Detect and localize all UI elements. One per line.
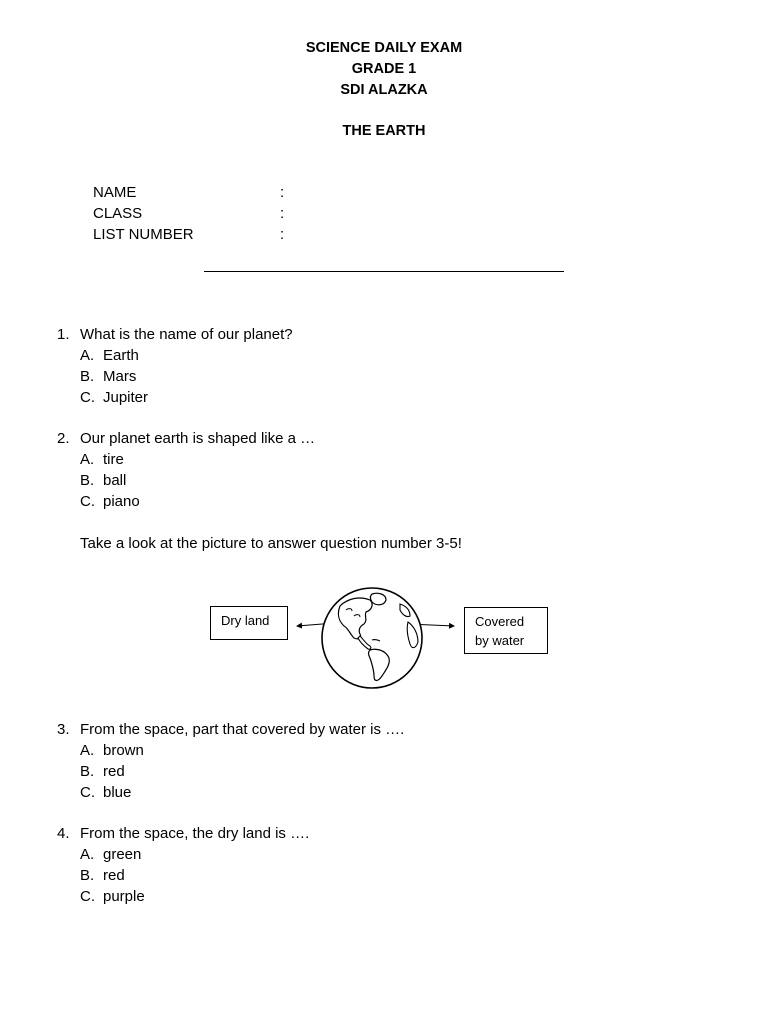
option-text: piano (103, 493, 140, 510)
option-text: red (103, 763, 125, 780)
option-letter: B. (80, 763, 95, 780)
option-text: Jupiter (103, 389, 149, 406)
answer-options (80, 449, 315, 512)
answer-options (80, 844, 309, 907)
question-1 (57, 324, 293, 408)
question-4 (57, 823, 309, 907)
option-b (80, 761, 404, 782)
earth-globe-icon (320, 586, 424, 690)
option-a (80, 449, 315, 470)
question-3 (57, 719, 404, 803)
exam-title: SCIENCE DAILY EXAM (305, 40, 463, 56)
option-text: ball (103, 472, 127, 489)
option-letter: C. (80, 784, 95, 801)
option-a (80, 740, 404, 761)
picture-instruction: Take a look at the picture to answer question number 3-5! (80, 535, 462, 552)
option-text: tire (103, 451, 124, 468)
option-text: red (103, 867, 125, 884)
option-letter: B. (80, 472, 95, 489)
option-b (80, 470, 315, 491)
student-info-fields (93, 182, 284, 245)
covered-by-water-label: Covered by water (464, 607, 548, 654)
option-b (80, 865, 309, 886)
question-2 (57, 428, 315, 512)
question-text: From the space, part that covered by water is …. (80, 721, 405, 738)
name-field (93, 182, 284, 203)
field-label: CLASS (93, 205, 143, 222)
option-b (80, 366, 293, 387)
option-letter: A. (80, 451, 95, 468)
field-separator: : (280, 184, 285, 201)
divider-line (204, 271, 564, 272)
option-letter: C. (80, 888, 95, 905)
option-letter: B. (80, 867, 95, 884)
option-text: Mars (103, 368, 137, 385)
field-label: LIST NUMBER (93, 226, 194, 243)
option-text: blue (103, 784, 132, 801)
exam-topic: THE EARTH (342, 123, 426, 139)
exam-school: SDI ALAZKA (340, 82, 428, 98)
option-text: Earth (103, 347, 139, 364)
option-c (80, 886, 309, 907)
question-number: 2. (57, 430, 70, 447)
option-letter: A. (80, 846, 95, 863)
field-separator: : (280, 205, 285, 222)
option-letter: C. (80, 389, 95, 406)
option-a (80, 345, 293, 366)
list-number-field (93, 224, 284, 245)
earth-figure (200, 582, 560, 692)
exam-grade: GRADE 1 (351, 61, 417, 77)
question-text: What is the name of our planet? (80, 326, 293, 343)
option-c (80, 387, 293, 408)
answer-options (80, 740, 404, 803)
option-letter: C. (80, 493, 95, 510)
class-field (93, 203, 284, 224)
exam-header (0, 38, 768, 142)
option-text: green (103, 846, 142, 863)
option-letter: A. (80, 742, 95, 759)
option-letter: B. (80, 368, 95, 385)
dry-land-label: Dry land (210, 606, 288, 640)
question-text: From the space, the dry land is …. (80, 825, 310, 842)
answer-options (80, 345, 293, 408)
option-a (80, 844, 309, 865)
option-c (80, 782, 404, 803)
question-text: Our planet earth is shaped like a … (80, 430, 316, 447)
field-label: NAME (93, 184, 137, 201)
question-number: 3. (57, 721, 70, 738)
option-text: purple (103, 888, 145, 905)
option-c (80, 491, 315, 512)
question-number: 1. (57, 326, 70, 343)
option-letter: A. (80, 347, 95, 364)
question-number: 4. (57, 825, 70, 842)
option-text: brown (103, 742, 144, 759)
field-separator: : (280, 226, 285, 243)
